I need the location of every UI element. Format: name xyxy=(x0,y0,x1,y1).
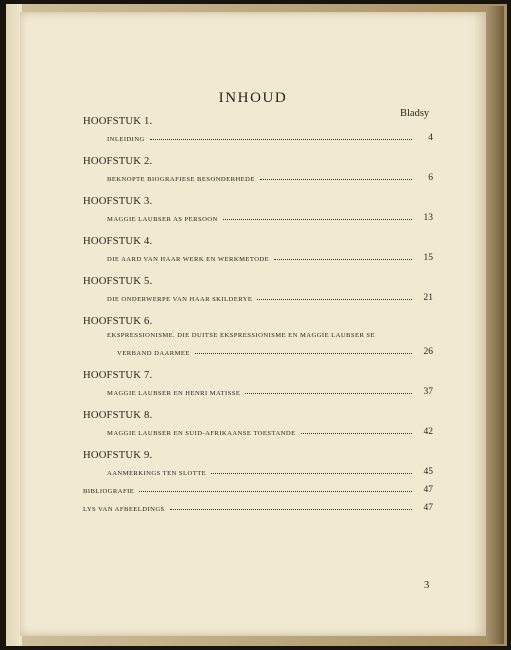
toc-entry xyxy=(83,481,433,495)
page-ref: 47 xyxy=(423,485,433,495)
toc-entry xyxy=(83,275,433,303)
page-ref: 37 xyxy=(423,387,433,397)
table-of-contents xyxy=(83,115,433,513)
page-ref: 6 xyxy=(428,173,433,183)
chapter-title-continued: VERBAND DAARMEE xyxy=(117,350,190,357)
dot-leader xyxy=(274,258,412,260)
toc-entry xyxy=(83,115,433,143)
toc-line xyxy=(83,343,433,357)
dot-leader xyxy=(223,218,412,220)
page-number: 3 xyxy=(424,580,430,591)
page-ref: 42 xyxy=(423,427,433,437)
chapter-title: AANMERKINGS TEN SLOTTE xyxy=(107,470,207,477)
dot-leader xyxy=(195,352,412,354)
page-title: INHOUD xyxy=(218,90,288,106)
toc-entry xyxy=(83,315,433,357)
book-page xyxy=(20,12,486,636)
chapter-heading: HOOFSTUK 5. xyxy=(83,276,153,287)
toc-line xyxy=(83,249,433,263)
chapter-title: DIE ONDERWERPE VAN HAAR SKILDERYE xyxy=(107,296,253,303)
chapter-heading: HOOFSTUK 6. xyxy=(83,316,153,327)
chapter-title: MAGGIE LAUBSER EN SUID-AFRIKAANSE TOESTANDE xyxy=(107,430,296,437)
toc-entry xyxy=(83,155,433,183)
dot-leader xyxy=(150,138,412,140)
chapter-heading: HOOFSTUK 9. xyxy=(83,450,153,461)
toc-line xyxy=(83,209,433,223)
toc-line xyxy=(83,289,433,303)
section-title: LYS VAN AFBEELDINGS xyxy=(83,506,165,513)
page-ref: 26 xyxy=(423,347,433,357)
toc-line xyxy=(83,169,433,183)
dot-leader xyxy=(257,298,412,300)
toc-line xyxy=(83,423,433,437)
dot-leader xyxy=(211,472,412,474)
chapter-heading: HOOFSTUK 4. xyxy=(83,236,153,247)
chapter-title: EKSPRESSIONISME. DIE DUITSE EKSPRESSIONISME EN MAGGIE LAUBSER SE xyxy=(107,332,376,339)
dot-leader xyxy=(260,178,412,180)
toc-entry xyxy=(83,409,433,437)
page-ref: 15 xyxy=(423,253,433,263)
chapter-title: BEKNOPTE BIOGRAFIESE BESONDERHEDE xyxy=(107,176,255,183)
toc-line xyxy=(83,129,433,143)
page-ref: 21 xyxy=(423,293,433,303)
chapter-title: DIE AARD VAN HAAR WERK EN WERKMETODE xyxy=(107,256,270,263)
dot-leader xyxy=(245,392,412,394)
chapter-heading: HOOFSTUK 8. xyxy=(83,410,153,421)
section-title: BIBLIOGRAFIE xyxy=(83,488,135,495)
dot-leader xyxy=(301,432,412,434)
book-spine xyxy=(486,6,504,644)
chapter-heading: HOOFSTUK 3. xyxy=(83,196,153,207)
toc-entry xyxy=(83,369,433,397)
chapter-title: MAGGIE LAUBSER EN HENRI MATISSE xyxy=(107,390,241,397)
page-ref: 13 xyxy=(423,213,433,223)
toc-entry xyxy=(83,235,433,263)
toc-entry xyxy=(83,195,433,223)
dot-leader xyxy=(170,508,412,510)
chapter-title: MAGGIE LAUBSER AS PERSOON xyxy=(107,216,218,223)
page-column-label: Bladsy xyxy=(400,108,430,119)
page-ref: 4 xyxy=(428,133,433,143)
toc-line xyxy=(83,481,433,495)
toc-entry xyxy=(83,449,433,477)
toc-line xyxy=(83,383,433,397)
page-ref: 45 xyxy=(423,467,433,477)
toc-line xyxy=(83,463,433,477)
chapter-title: INLEIDING xyxy=(107,136,145,143)
dot-leader xyxy=(139,490,412,492)
chapter-heading: HOOFSTUK 7. xyxy=(83,370,153,381)
toc-entry xyxy=(83,499,433,513)
page-ref: 47 xyxy=(423,503,433,513)
chapter-heading: HOOFSTUK 2. xyxy=(83,156,153,167)
chapter-heading: HOOFSTUK 1. xyxy=(83,116,153,127)
toc-line xyxy=(83,499,433,513)
